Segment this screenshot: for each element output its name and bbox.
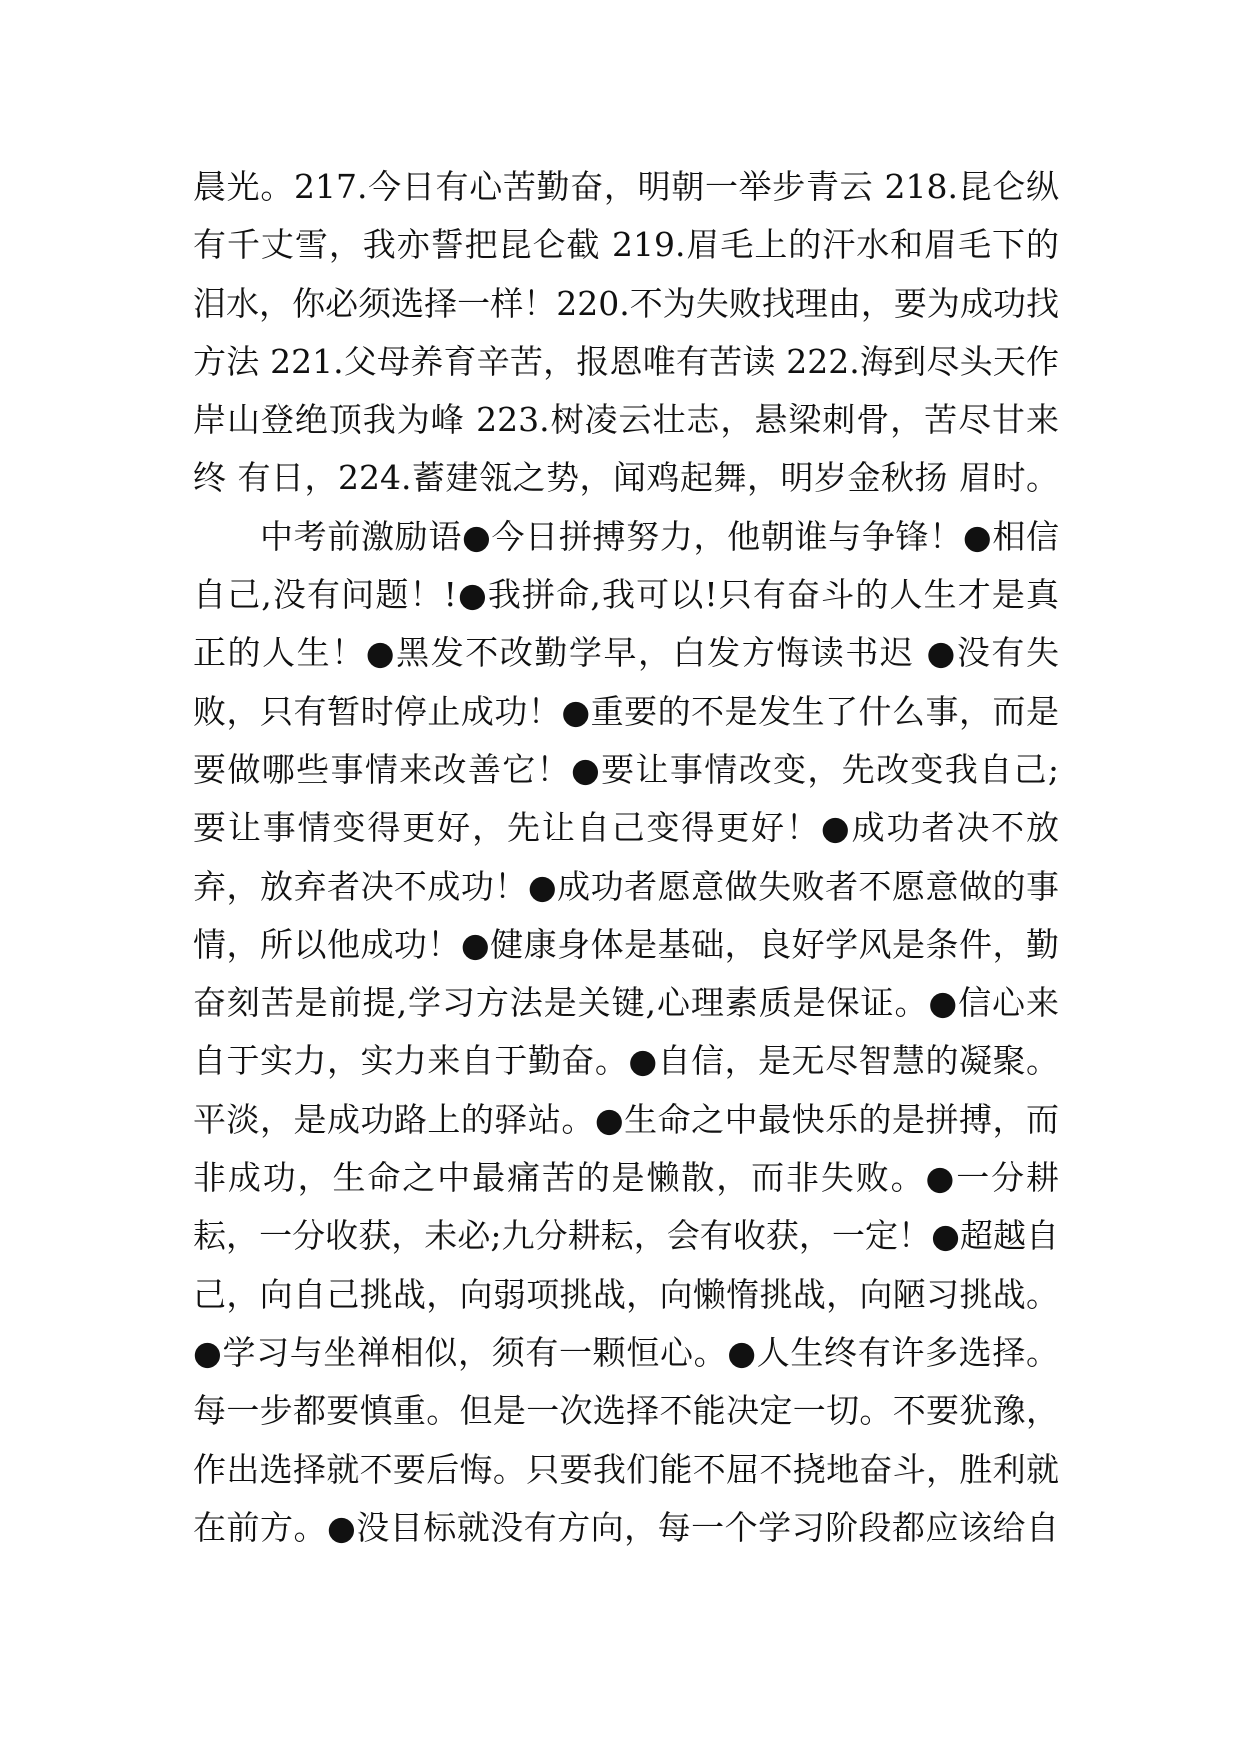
text-line: 要让事情变得更好，先让自己变得更好！●成功者决不放 [193, 808, 1059, 848]
text-line: 中考前激励语●今日拼搏努力，他朝谁与争锋！●相信 [260, 516, 1059, 556]
paragraph-mottos [193, 158, 1059, 508]
text-line: 自于实力，实力来自于勤奋。●自信，是无尽智慧的凝聚。 [193, 1041, 1059, 1081]
text-line: 晨光。217.今日有心苦勤奋，明朝一举步青云 218.昆仑纵 [193, 167, 1059, 206]
document-body [193, 158, 1059, 1557]
text-line: 在前方。●没目标就没有方向，每一个学习阶段都应该给自 [193, 1507, 1059, 1547]
paragraph-exam-encouragement [193, 508, 1059, 1557]
text-line: 每一步都要慎重。但是一次选择不能决定一切。不要犹豫， [193, 1391, 1059, 1431]
text-line: 要做哪些事情来改善它！●要让事情改变，先改变我自己; [193, 749, 1059, 789]
text-line: 奋刻苦是前提,学习方法是关键,心理素质是保证。●信心来 [193, 983, 1059, 1023]
text-line: 作出选择就不要后悔。只要我们能不屈不挠地奋斗，胜利就 [193, 1449, 1059, 1489]
text-line: 泪水，你必须选择一样！220.不为失败找理由，要为成功找 [193, 283, 1059, 323]
text-line: 正的人生！●黑发不改勤学早，白发方悔读书迟 ●没有失 [193, 633, 1059, 673]
text-line: 岸山登绝顶我为峰 223.树凌云壮志，悬梁刺骨，苦尽甘来 [193, 400, 1059, 440]
text-line: 非成功，生命之中最痛苦的是懒散，而非失败。●一分耕 [193, 1158, 1059, 1198]
text-line: 有千丈雪，我亦誓把昆仑截 219.眉毛上的汗水和眉毛下的 [193, 225, 1059, 265]
text-line: ●学习与坐禅相似，须有一颗恒心。●人生终有许多选择。 [193, 1332, 1059, 1372]
text-line: 平淡，是成功路上的驿站。●生命之中最快乐的是拼搏，而 [193, 1099, 1059, 1139]
text-line: 终 有日，224.蓄建瓴之势，闻鸡起舞，明岁金秋扬 眉时。 [193, 458, 1059, 498]
text-line: 方法 221.父母养育辛苦，报恩唯有苦读 222.海到尽头天作 [193, 341, 1059, 381]
text-line: 败，只有暂时停止成功！●重要的不是发生了什么事，而是 [193, 691, 1059, 731]
text-line: 耘，一分收获，未必;九分耕耘，会有收获，一定！●超越自 [193, 1216, 1059, 1256]
text-line: 弃，放弃者决不成功！●成功者愿意做失败者不愿意做的事 [193, 866, 1059, 906]
text-line: 己，向自己挑战，向弱项挑战，向懒惰挑战，向陋习挑战。 [193, 1274, 1059, 1314]
text-line: 自己,没有问题！!●我拼命,我可以!只有奋斗的人生才是真 [193, 575, 1059, 615]
text-line: 情，所以他成功！●健康身体是基础，良好学风是条件，勤 [193, 924, 1059, 964]
